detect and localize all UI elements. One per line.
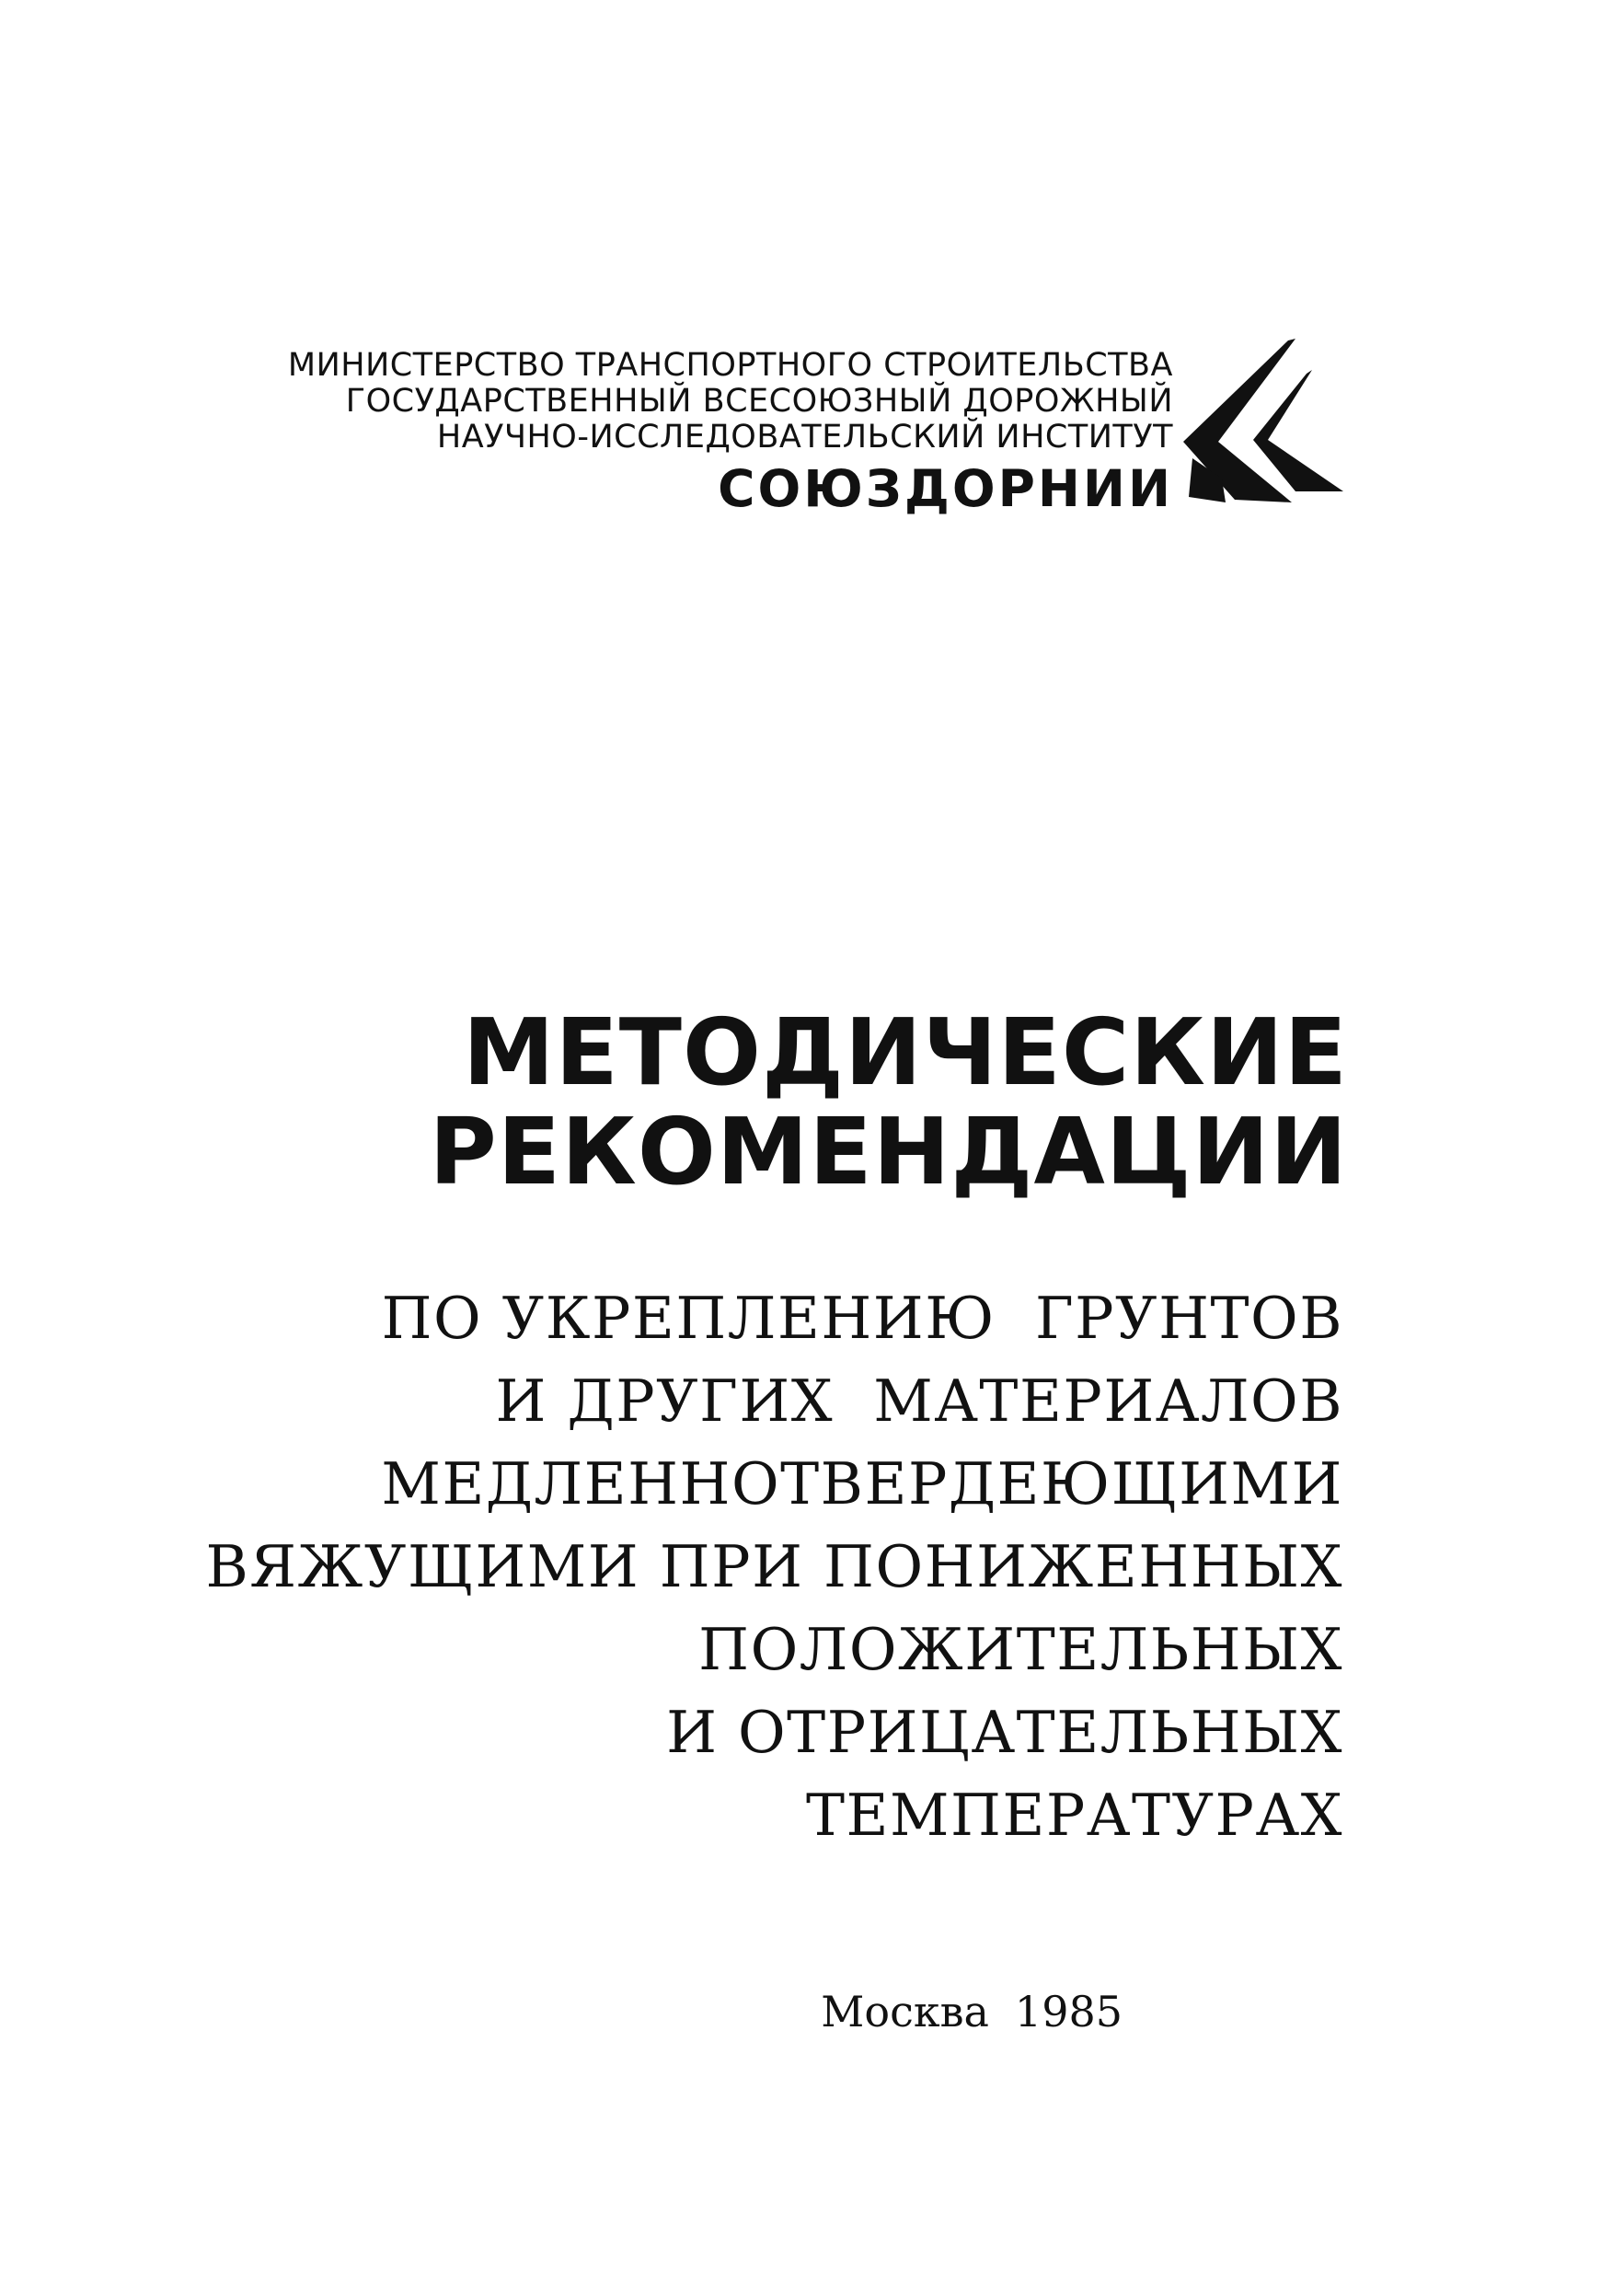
imprint-city: Москва [821,1987,989,2036]
title-line-2: РЕКОМЕНДАЦИИ [429,1098,1348,1206]
subtitle-line-3: МЕДЛЕННОТВЕРДЕЮЩИМИ [381,1450,1343,1517]
ministry-line: МИНИСТЕРСТВО ТРАНСПОРТНОГО СТРОИТЕЛЬСТВА [287,347,1173,384]
subtitle-line-7: ТЕМПЕРАТУРАХ [805,1782,1343,1849]
title-line-1: МЕТОДИЧЕСКИЕ [462,998,1348,1106]
imprint [644,1988,1123,2036]
publisher-header [166,348,1173,516]
subtitle-line-4: ВЯЖУЩИМИ ПРИ ПОНИЖЕННЫХ [205,1533,1343,1600]
document-title [184,998,1348,1206]
subtitle-line-1: ПО УКРЕПЛЕНИЮ ГРУНТОВ [381,1285,1343,1352]
subtitle-line-2: И ДРУГИХ МАТЕРИАЛОВ [495,1367,1343,1435]
subtitle-line-5: ПОЛОЖИТЕЛЬНЫХ [698,1616,1343,1683]
soyuzdornii-logo-icon [1180,339,1345,504]
institute-line-2: НАУЧНО-ИССЛЕДОВАТЕЛЬСКИЙ ИНСТИТУТ [436,419,1173,456]
subtitle-line-6: И ОТРИЦАТЕЛЬНЫХ [666,1699,1343,1766]
institute-line-1: ГОСУДАРСТВЕННЫЙ ВСЕСОЮЗНЫЙ ДОРОЖНЫЙ [345,383,1173,420]
document-subtitle [110,1277,1343,1857]
imprint-year: 1985 [1014,1987,1123,2036]
institute-name: СОЮЗДОРНИИ [718,459,1173,518]
